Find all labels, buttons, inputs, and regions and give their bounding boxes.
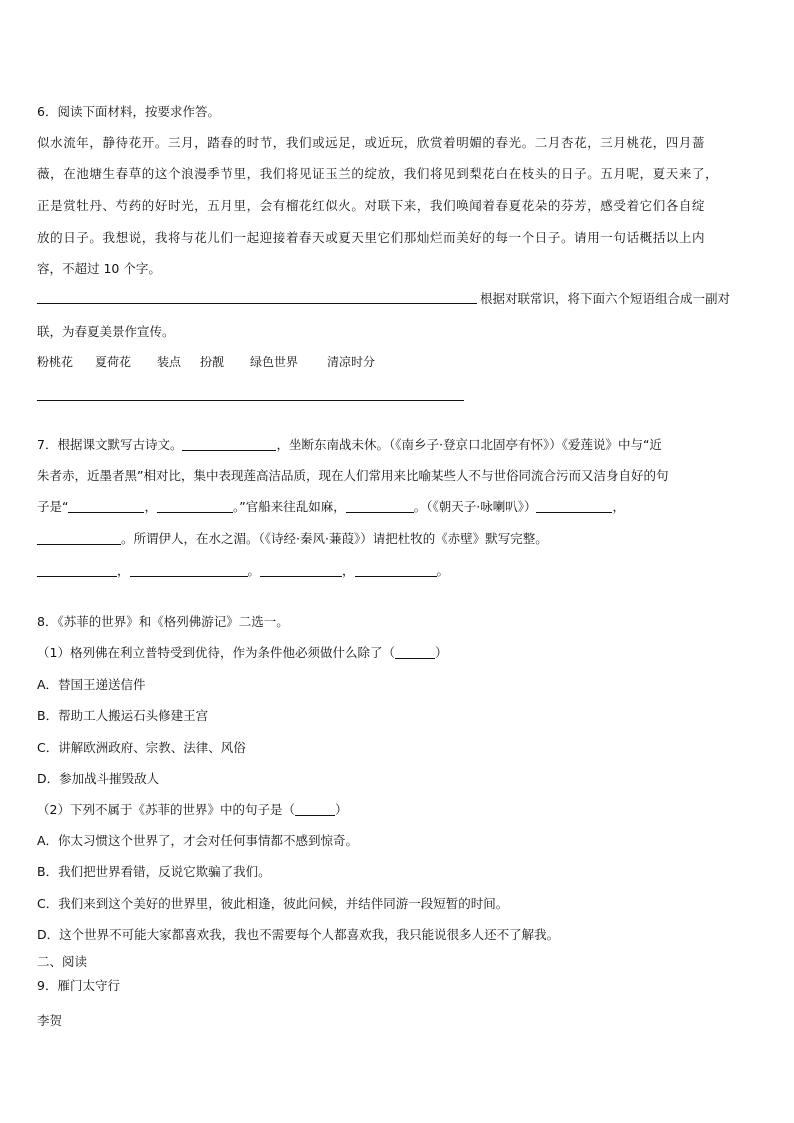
q6-passage-line-4: 放的日子。我想说，我将与花儿们一起迎接着春天或夏天里它们那灿烂而美好的每一个日子。请用一句话概括以上内 — [37, 230, 706, 245]
q7-line-2: 朱者赤，近墨者黑”相对比，集中表现莲高洁品质，现在人们常用来比喻某些人不与世俗同流合污而又洁身自好的句 — [37, 468, 669, 483]
q6-couplet-blank[interactable] — [37, 400, 464, 401]
phrase-3: 装点 — [157, 355, 182, 369]
q8-sub2 — [37, 801, 347, 819]
phrase-1: 粉桃花 — [37, 355, 74, 369]
q6-passage-line-2: 薇，在池塘生春草的这个浪漫季节里，我们将见证玉兰的绽放，我们将见到梨花白在枝头的日子。五月呢，夏天来了， — [37, 166, 719, 181]
q7-l5-punct-3: ， — [342, 563, 355, 578]
phrase-5: 绿色世界 — [250, 355, 299, 369]
q6-passage-end: 容，不超过 10 个字。 — [37, 261, 161, 276]
q9-author: 李贺 — [37, 1013, 63, 1028]
q7-blank-5[interactable] — [536, 499, 612, 513]
q6-couplet-instruction-cont: 联，为春夏美景作宣传。 — [37, 324, 175, 339]
q8-opt1-a[interactable]: A．替国王递送信件 — [37, 677, 146, 692]
q7-l5-punct-2: 。 — [247, 563, 261, 578]
q8-opt2-b[interactable]: B．我们把世界看错，反说它欺骗了我们。 — [37, 864, 271, 879]
q7-blank-9[interactable] — [260, 563, 342, 577]
q8-sub2-blank[interactable] — [295, 802, 335, 816]
q7-line-1 — [37, 436, 662, 454]
q8-sub1-text: （1）格列佛在利立普特受到优待，作为条件他必须做什么除了（ — [37, 645, 395, 660]
q8-sub1-blank[interactable] — [395, 645, 435, 659]
q8-title: 8．《苏菲的世界》和《格列佛游记》二选一。 — [37, 614, 289, 629]
q7-blank-8[interactable] — [130, 563, 248, 577]
q7-line-4 — [37, 530, 548, 548]
q8-opt2-c[interactable]: C．我们来到这个美好的世界里，彼此相逢，彼此问候，并结伴同游一段短暂的时间。 — [37, 896, 509, 911]
q7-blank-4[interactable] — [346, 499, 414, 513]
q7-intro: 7．根据课文默写古诗文。 — [37, 437, 183, 452]
q7-line-1-text: ，坐断东南战未休。（《南乡子·登京口北固亭有怀》）《爱莲说》中与“近 — [276, 437, 662, 452]
q8-opt1-b[interactable]: B．帮助工人搬运石头修建王宫 — [37, 708, 209, 723]
q7-l3-text-d: 。（《朝天子·咏喇叭》） — [413, 499, 537, 514]
q7-l3-text-a: 子是“ — [37, 499, 69, 514]
q6-passage-line-3: 正是赏牡丹、芍药的好时光，五月里，会有榴花红似火。对联下来，我们唤闻着春夏花朵的芬芳，感受着它们各自绽 — [37, 198, 706, 213]
q7-l3-text-b: ， — [144, 499, 157, 514]
q6-answer-blank[interactable] — [37, 303, 477, 304]
phrase-2: 夏荷花 — [95, 355, 132, 369]
q7-blank-2[interactable] — [68, 499, 144, 513]
section-heading: 二、阅读 — [37, 954, 88, 969]
q8-opt2-d[interactable]: D．这个世界不可能大家都喜欢我，我也不需要每个人都喜欢我，我只能说很多人还不了解我。 — [37, 927, 560, 942]
q8-opt1-c[interactable]: C．讲解欧洲政府、宗教、法律、风俗 — [37, 740, 246, 755]
q7-l3-text-e: ， — [612, 499, 625, 514]
q7-l4-text: 。所谓伊人，在水之湄。（《诗经·秦风·蒹葭》）请把杜牧的《赤壁》默写完整。 — [121, 531, 548, 546]
q7-blank-7[interactable] — [37, 563, 117, 577]
q8-sub1-close: ） — [434, 645, 448, 660]
q8-opt1-d[interactable]: D．参加战斗摧毁敌人 — [37, 771, 160, 786]
q8-sub1 — [37, 644, 447, 662]
q7-l5-punct-4: 。 — [436, 563, 450, 578]
q8-opt2-a[interactable]: A．你太习惯这个世界了，才会对任何事情都不感到惊奇。 — [37, 833, 359, 848]
q6-passage-line-1: 似水流年，静待花开。三月，踏春的时节，我们或远足，或近玩，欣赏着明媚的春光。二月杏花，三月桃花，四月蔷 — [37, 135, 706, 150]
q6-title: 6．阅读下面材料，按要求作答。 — [37, 104, 220, 119]
q8-sub2-close: ） — [334, 802, 348, 817]
q7-l3-text-c: 。”官船来往乱如麻， — [233, 499, 346, 514]
phrase-6: 清凉时分 — [327, 355, 376, 369]
q9-title: 9．雁门太守行 — [37, 978, 120, 993]
q6-couplet-instruction: 根据对联常识，将下面六个短语组合成一副对 — [480, 291, 731, 306]
q7-blank-3[interactable] — [157, 499, 233, 513]
q7-l5-punct-1: ， — [117, 563, 130, 578]
phrase-4: 扮靓 — [200, 355, 225, 369]
q8-sub2-text: （2）下列不属于《苏菲的世界》中的句子是（ — [37, 802, 295, 817]
q7-blank-1[interactable] — [182, 437, 276, 451]
q7-blank-10[interactable] — [355, 563, 437, 577]
q7-blank-6[interactable] — [37, 531, 121, 545]
q7-line-3 — [37, 498, 625, 516]
q7-line-5 — [37, 562, 449, 580]
